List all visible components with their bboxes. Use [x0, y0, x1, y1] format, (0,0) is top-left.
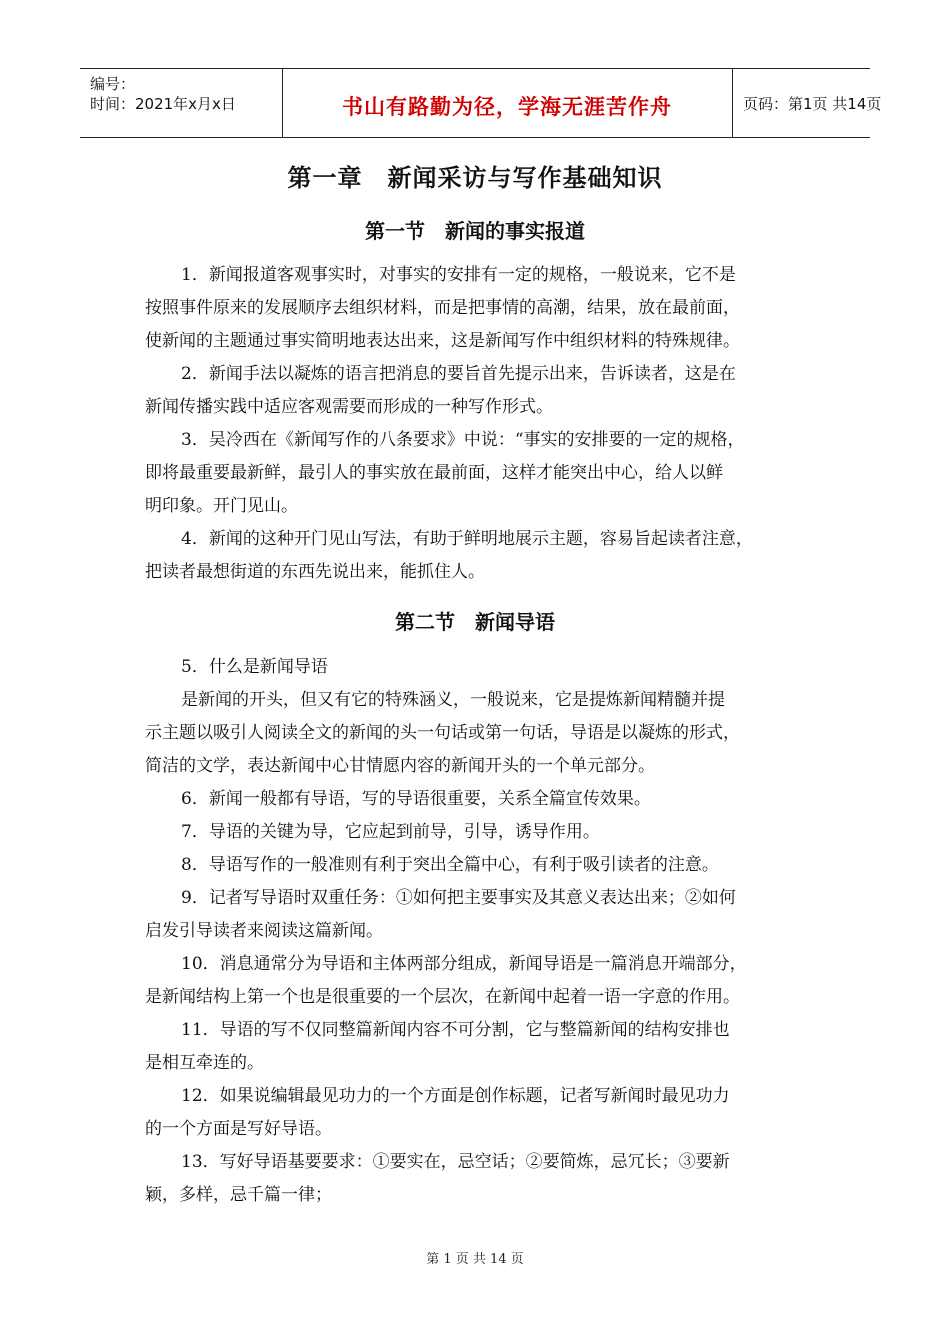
text-line: 12．如果说编辑最见功力的一个方面是创作标题，记者写新闻时最见功力	[181, 1086, 730, 1106]
text-line: 把读者最想街道的东西先说出来，能抓住人。	[145, 562, 485, 582]
header-page-cell	[733, 69, 882, 137]
paragraph	[145, 1080, 810, 1146]
paragraph	[145, 849, 810, 882]
section-title: 第二节 新闻导语	[395, 610, 555, 634]
text-line: 10．消息通常分为导语和主体两部分组成，新闻导语是一篇消息开端部分，	[181, 954, 747, 974]
paragraph	[145, 259, 810, 358]
text-line: 简洁的文学，表达新闻中心甘情愿内容的新闻开头的一个单元部分。	[145, 756, 655, 776]
text-line: 是新闻的开头，但又有它的特殊涵义，一般说来，它是提炼新闻精髓并提	[181, 690, 725, 710]
text-line: 是相互牵连的。	[145, 1053, 264, 1073]
text-line: 明印象。开门见山。	[145, 496, 298, 516]
text-line: 的一个方面是写好导语。	[145, 1119, 332, 1139]
text-line: 5．什么是新闻导语	[181, 657, 328, 677]
text-line: 7．导语的关键为导，它应起到前导，引导，诱导作用。	[181, 822, 600, 842]
text-line: 9．记者写导语时双重任务：①如何把主要事实及其意义表达出来；②如何	[181, 888, 736, 908]
motto: 书山有路勤为径，学海无涯苦作舟	[342, 95, 672, 119]
paragraph	[145, 651, 810, 684]
page-footer: 第 1 页 共 14 页	[426, 1252, 524, 1267]
paragraph	[145, 523, 810, 589]
paragraph	[145, 1146, 810, 1212]
text-line: 启发引导读者来阅读这篇新闻。	[145, 921, 383, 941]
text-line: 即将最重要最新鲜，最引人的事实放在最前面，这样才能突出中心，给人以鲜	[145, 463, 723, 483]
paragraph	[145, 358, 810, 424]
page-indicator: 页码：第1页 共14页	[743, 95, 882, 113]
text-line: 颖，多样，忌千篇一律；	[145, 1185, 332, 1205]
text-line: 4．新闻的这种开门见山写法，有助于鲜明地展示主题，容易旨起读者注意，	[181, 529, 753, 549]
paragraph	[145, 783, 810, 816]
text-line: 8．导语写作的一般准则有利于突出全篇中心，有利于吸引读者的注意。	[181, 855, 719, 875]
text-line: 2．新闻手法以凝炼的语言把消息的要旨首先提示出来，告诉读者，这是在	[181, 364, 736, 384]
paragraph	[145, 684, 810, 783]
text-line: 3．吴冷西在《新闻写作的八条要求》中说：“事实的安排要的一定的规格，	[181, 430, 745, 450]
paragraph	[145, 1014, 810, 1080]
chapter-title: 第一章 新闻采访与写作基础知识	[287, 164, 663, 192]
text-line: 11．导语的写不仅同整篇新闻内容不可分割，它与整篇新闻的结构安排也	[181, 1020, 730, 1040]
text-line: 新闻传播实践中适应客观需要而形成的一种写作形式。	[145, 397, 553, 417]
text-line: 1．新闻报道客观事实时，对事实的安排有一定的规格，一般说来，它不是	[181, 265, 736, 285]
text-line: 6．新闻一般都有导语，写的导语很重要，关系全篇宣传效果。	[181, 789, 651, 809]
time-label: 时间：2021年x月x日	[90, 95, 236, 113]
header-meta-cell	[80, 69, 283, 137]
section-title: 第一节 新闻的事实报道	[365, 219, 585, 243]
paragraph	[145, 948, 810, 1014]
paragraph	[145, 816, 810, 849]
paragraph	[145, 882, 810, 948]
text-line: 使新闻的主题通过事实简明地表达出来，这是新闻写作中组织材料的特殊规律。	[145, 331, 740, 351]
number-label: 编号：	[90, 75, 136, 93]
header-motto-cell	[282, 69, 733, 137]
text-line: 按照事件原来的发展顺序去组织材料，而是把事情的高潮，结果，放在最前面，	[145, 298, 740, 318]
text-line: 13．写好导语基要要求：①要实在，忌空话；②要简炼，忌冗长；③要新	[181, 1152, 730, 1172]
text-line: 是新闻结构上第一个也是很重要的一个层次，在新闻中起着一语一字意的作用。	[145, 987, 740, 1007]
page-header	[80, 68, 882, 138]
paragraph	[145, 424, 810, 523]
text-line: 示主题以吸引人阅读全文的新闻的头一句话或第一句话，导语是以凝炼的形式，	[145, 723, 740, 743]
